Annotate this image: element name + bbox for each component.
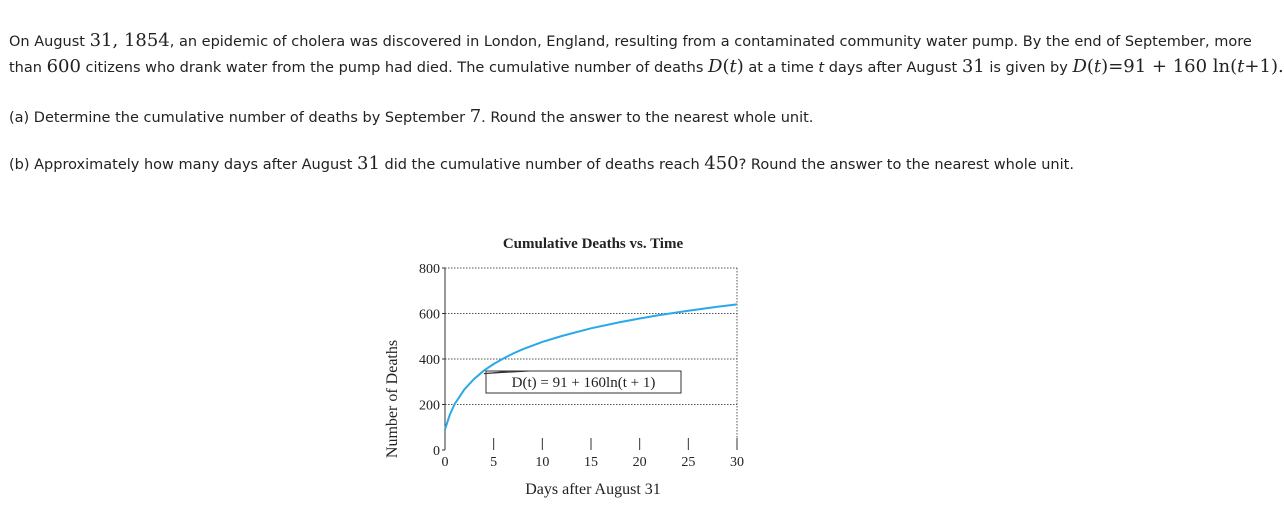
func-name: D [708,56,723,77]
intro-text-2c: at a time [743,60,819,76]
intro-text-2d: days after August [824,60,962,76]
intro-text-cont: , an epidemic of cholera was discovered in London, England, resulting from a contaminated community water pump. By the end of September, more [169,34,1252,50]
intro-text: On August [9,34,90,50]
intro-text-2e: is given by [984,60,1073,76]
x-tick-label-30: 30 [730,455,744,470]
x-tick-label-20: 20 [632,455,647,470]
func-var: t [729,56,737,77]
formula-end: . [1277,56,1284,77]
series-line-0 [445,304,737,429]
formula-arg-open: ( [1230,56,1238,77]
y-axis-label: Number of Deaths [384,339,401,459]
cumulative-deaths-chart [370,225,770,498]
annotation-label: D(t) = 91 + 160ln(t + 1) [511,375,656,391]
intro-year: 1854 [123,30,170,51]
intro-count: 600 [46,56,81,77]
formula-arg-rest: +1) [1244,56,1278,77]
part-b [9,153,1074,174]
part-b-mid: did the cumulative number of deaths reach [379,157,705,173]
chart-title: Cumulative Deaths vs. Time [502,236,684,252]
y-tick-label-600: 600 [419,307,440,323]
x-tick-label-5: 5 [490,455,498,470]
part-a-day: 7 [469,106,482,127]
x-tick-label-0: 0 [441,455,449,470]
part-b-day: 31 [357,153,380,174]
func-close: ) [736,56,744,77]
problem-line-1 [9,30,1252,51]
formula-arg-var: t [1237,56,1245,77]
part-a [9,106,813,127]
func-open: ( [722,56,730,77]
formula-lhs-open: ( [1086,56,1094,77]
x-axis-label: Days after August 31 [525,481,661,498]
x-tick-label-10: 10 [535,455,550,470]
intro-comma: , [112,30,124,51]
y-tick-label-200: 200 [419,398,440,414]
formula-rhs: =91 + 160 ln [1108,56,1231,77]
y-tick-label-0: 0 [433,444,440,459]
y-tick-label-800: 800 [419,262,440,277]
intro-text-2b: citizens who drank water from the pump had died. The cumulative number of deaths [80,60,709,76]
formula-lhs-close: ) [1101,56,1109,77]
intro-day: 31 [89,30,113,51]
part-b-value: 450 [704,153,739,174]
part-b-text: (b) Approximately how many days after August [9,157,357,173]
y-tick-label-400: 400 [419,353,440,368]
part-b-suffix: ? Round the answer to the nearest whole unit. [738,157,1074,173]
x-tick-label-15: 15 [584,455,598,470]
intro-text-2: than [9,60,47,76]
part-a-suffix: . Round the answer to the nearest whole unit. [481,110,814,126]
formula-lhs-name: D [1072,56,1087,77]
part-a-text: (a) Determine the cumulative number of deaths by September [9,110,470,126]
x-tick-label-25: 25 [681,455,696,470]
problem-line-2 [9,56,1284,77]
intro-day-2: 31 [961,56,985,77]
formula-lhs-var: t [1093,56,1102,77]
time-variable: t [818,60,825,76]
